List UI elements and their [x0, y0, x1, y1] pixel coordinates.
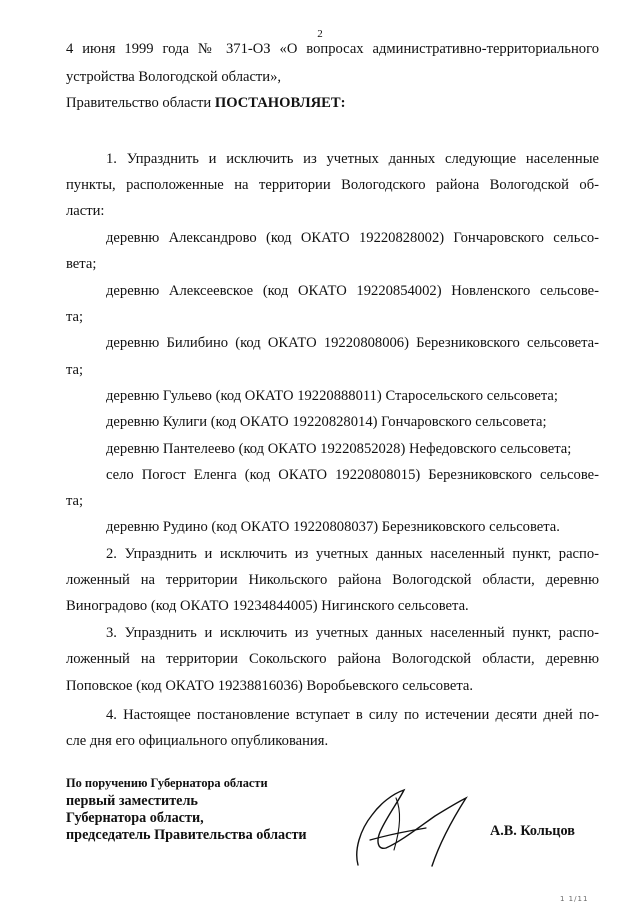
body-line: 4. Настоящее постановление вступает в силу по истечении десяти дней по-: [106, 707, 599, 723]
page-number: 2: [317, 28, 323, 40]
body-line: ложенный на территории Никольского района Вологодской области, деревню: [66, 572, 599, 588]
body-line: деревню Гульево (код ОКАТО 19220888011) Старосельского сельсовета;: [106, 388, 558, 404]
intro-line-2: устройства Вологодской области»,: [66, 69, 282, 85]
body-line: пункты, расположенные на территории Вологодского района Вологодской об-: [66, 177, 599, 193]
body-line: 3. Упразднить и исключить из учетных данных населенный пункт, распо-: [106, 625, 599, 641]
body-line: село Погост Еленга (код ОКАТО 19220808015) Березниковского сельсове-: [106, 467, 599, 483]
intro-line-1: 4 июня 1999 года № 371-ОЗ «О вопросах административно-территориального: [66, 41, 599, 57]
body-line: сле дня его официального опубликования.: [66, 733, 329, 749]
body-line: Виноградово (код ОКАТО 19234844005) Нигинского сельсовета.: [66, 598, 469, 614]
body-line: 1. Упразднить и исключить из учетных данных следующие населенные: [106, 151, 599, 167]
decree-prefix: Правительство области: [66, 95, 215, 111]
handwritten-signature: [340, 780, 480, 870]
body-line: деревню Кулиги (код ОКАТО 19220828014) Гончаровского сельсовета;: [106, 414, 547, 430]
body-line: та;: [66, 493, 84, 509]
decree-word: ПОСТАНОВЛЯЕТ:: [214, 95, 346, 111]
body-line: деревню Алексеевское (код ОКАТО 19220854002) Новленского сельсове-: [106, 283, 599, 299]
body-line: деревню Пантелеево (код ОКАТО 19220852028) Нефедовского сельсовета;: [106, 441, 572, 457]
body-line: деревню Билибино (код ОКАТО 19220808006) Березниковского сельсовета-: [106, 335, 599, 351]
signatory-name: А.В. Кольцов: [490, 823, 575, 839]
body-line: та;: [66, 309, 84, 325]
signature-title-line-3: председатель Правительства области: [66, 827, 307, 843]
body-line: вета;: [66, 256, 97, 272]
body-line: та;: [66, 362, 84, 378]
body-line: ложенный на территории Сокольского района Вологодской области, деревню: [66, 651, 599, 667]
body-line: деревню Александрово (код ОКАТО 19220828002) Гончаровского сельсо-: [106, 230, 599, 246]
body-line: ласти:: [66, 203, 105, 219]
signature-title-line-1: первый заместитель: [66, 793, 198, 809]
decree-line: [66, 94, 345, 112]
footer-mark: 1 1/11: [560, 895, 589, 903]
signature-authority-line: По поручению Губернатора области: [66, 776, 268, 790]
body-line: деревню Рудино (код ОКАТО 19220808037) Березниковского сельсовета.: [106, 519, 560, 535]
signature-title-line-2: Губернатора области,: [66, 810, 204, 826]
body-line: Поповское (код ОКАТО 19238816036) Воробьевского сельсовета.: [66, 678, 474, 694]
body-line: 2. Упразднить и исключить из учетных данных населенный пункт, распо-: [106, 546, 599, 562]
